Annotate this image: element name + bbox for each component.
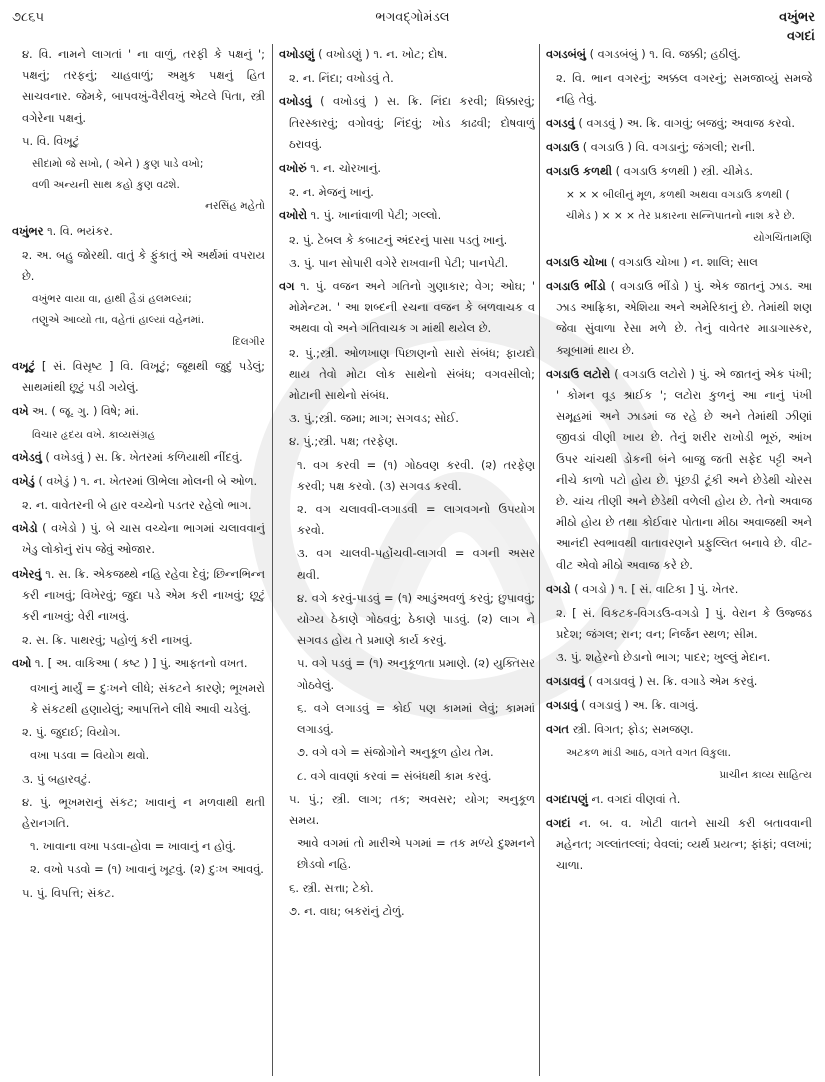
definition-text: વિચાર હૃદય વખે. કાવ્યસંગ્રહ: [32, 429, 156, 442]
definition-text: ૬. વગે લગાડવું = કોઈ પણ કામમાં લેવું; કામમાં લગાડવું.: [297, 700, 535, 737]
definition-text: ૩. પું. પાન સોપારી વગેરે રાખવાની પેટી; પાનપેટી.: [289, 255, 509, 270]
citation-quote: [12, 175, 265, 196]
column-3: [546, 44, 812, 1082]
definition-text: ( વગડો ) ૧. [ સં. વાટિકા ] પું. ખેતર.: [570, 581, 739, 596]
headword: વગડાવું: [546, 697, 578, 712]
idiom-usage: [12, 745, 265, 766]
entry-sense: [546, 603, 812, 645]
entry-sense: [279, 431, 535, 452]
definition-text: ( વખોડણું ) ૧. ન. ખોટ; દોષ.: [314, 47, 448, 61]
definition-text: વળી અન્યની સાથ કહો કુણ વઢશે.: [32, 179, 180, 192]
headword: વગડાઉ લટોરો: [546, 366, 611, 381]
definition-text: ૨. ન. વાવેતરની બે હાર વચ્ચેનો પડતર રહેલો ભાગ.: [22, 498, 252, 513]
entry-sense: [279, 408, 535, 429]
definition-text: ૬. સ્ત્રી. સત્તા; ટેકો.: [289, 880, 374, 895]
definition-text: ૨. પું.;સ્ત્રી. ઓળખાણ પિછાણનો સારો સંબંધ; ફાયદો થાય તેવો મોટા લોક સાથેનો સંબંધ; વગવસીલો; મોટાની સાથેનો સંબંધ.: [289, 345, 535, 403]
definition-text: ૧. સ. ક્રિ. એકજથ્થે નહિ રહેવા દેવું; છિન્નભિન્ન કરી નાખવું; વિખેરવું; જુદા પડે એમ કરી નાખવું; છૂટું કરી નાખવું; વેરી નાખવું.: [22, 566, 265, 624]
dictionary-entry: [546, 579, 812, 600]
dictionary-entry: [546, 695, 812, 716]
definition-text: ૧. ન. ચોરખાનું.: [306, 161, 381, 176]
citation-quote: [546, 743, 812, 764]
column-divider: [539, 44, 540, 1076]
definition-text: સ્ત્રી. વિગત; ફોડ; સમજણ.: [568, 722, 694, 737]
dictionary-entry: [546, 252, 812, 273]
headword: વગત: [546, 722, 569, 737]
definition-text: ૧. [ અ. વાકિઆ ( કષ્ટ ) ] પું. આફતનો વખત.: [31, 656, 248, 671]
definition-text: ૨. ન. મેજનું ખાનું.: [289, 185, 374, 200]
definition-text: ૩. પું.;સ્ત્રી. જમા; માગ; સગવડ; સોઈ.: [289, 411, 459, 426]
headword: વખેડો: [12, 521, 38, 536]
citation-source: [12, 196, 265, 217]
entry-sense: [12, 722, 265, 743]
page-number: ૭૮૬૫: [12, 10, 45, 25]
definition-text: વખુંભર વાયા વા, હાથી હૈડાં હલમલ્યાં;: [32, 293, 192, 306]
dictionary-entry: [12, 447, 265, 468]
dictionary-entry: [12, 221, 265, 242]
definition-text: ૨. ન. નિંદા; વખોડવું તે.: [289, 71, 394, 86]
definition-text: ન. વગદાં વીણવાં તે.: [587, 791, 681, 806]
guide-word-last: વગદાં: [786, 29, 815, 44]
idiom-usage: [279, 766, 535, 787]
dictionary-entry: [546, 789, 812, 810]
definition-text: ૫. વિ. વિખૂટું: [22, 133, 80, 148]
definition-text: ૨. સ. ક્રિ. પાથરવું; પહોળું કરી નાખવું.: [22, 633, 193, 648]
definition-text: × × × બીલીનું મૂળ, કળથી અથવા વગડાઉ કળથી ( ચીમેડ ) × × × તેર પ્રકારના સન્નિપાતનો નાશ કરે છે.: [566, 189, 796, 223]
column-2: [279, 44, 535, 1082]
entry-sense: [279, 182, 535, 203]
headword: વખે: [12, 404, 29, 419]
definition-text: પ્રાચીન કાવ્ય સાહિત્ય: [719, 768, 812, 781]
idiom-usage: [279, 698, 535, 740]
definition-text: ૨. વગ ચલાવવી-લગાડવી = લાગવગનો ઉપયોગ કરવો.: [297, 502, 535, 538]
definition-text: ૨. વખો પડવો = (૧) ખાવાનું ખૂટવું. (૨) દુઃખ આવવું.: [30, 862, 264, 877]
definition-text: ૧. વગ કરવી = (૧) ગોઠવણ કરવી. (૨) તરફેણ કરવી; પક્ષ કરવો. (૩) સગવડ કરવી.: [297, 457, 535, 493]
definition-text: ન. બ. વ. ખોટી વાતને સાચી કરી બતાવવાની મહેનત; ગલ્લાંતલ્લાં; વેવલાં; વ્યર્થ પ્રયત્ન; ફાંફાં; વલખાં; ચાળા.: [556, 815, 812, 873]
definition-text: ૪. પું.;સ્ત્રી. પક્ષ; તરફેણ.: [289, 434, 399, 449]
definition-text: અટકળ માંડી આઠ, વગતે વગત વિકુલા.: [566, 747, 732, 760]
dictionary-entry: [12, 564, 265, 628]
definition-text: ૫. પું. વિપત્તિ; સંકટ.: [22, 885, 115, 900]
citation-source: [546, 228, 812, 249]
entry-sense: [279, 68, 535, 89]
headword: વખોડવું: [279, 94, 312, 109]
idiom-usage: [12, 859, 265, 880]
definition-text: ૮. વગે વાવણાં કરવાં = સંબંધથી કામ કરવું.: [297, 768, 492, 783]
definition-text: ( વખેડું ) ૧. ન. ખેતરમાં ઊભેલા મોલની બે ઓળ.: [34, 473, 258, 488]
entry-sense: [279, 901, 535, 922]
entry-sense: [12, 131, 265, 152]
idiom-usage: [279, 588, 535, 652]
dictionary-entry: [546, 719, 812, 740]
headword: વગદાં: [546, 815, 571, 830]
dictionary-entry: [279, 276, 535, 340]
headword: વખોડણું: [279, 47, 315, 61]
definition-text: વખા પડવા = વિયોગ થવો.: [30, 748, 150, 763]
entry-sense: [12, 245, 265, 287]
dictionary-entry: [279, 205, 535, 226]
headword: વગડવું: [546, 115, 575, 130]
definition-text: વખાનું માર્યું = દુઃખને લીધે; સંકટને કારણે; ભૂખમરો કે સંકટથી હણાયેલું; આપત્તિને લીધે આવી ચડેલું.: [30, 680, 265, 716]
definition-text: ૨. પું. જુદાઈ; વિયોગ.: [22, 725, 121, 740]
definition-text: સીદામો જે સખો, ( એને ) કુણ પાડે વખો;: [32, 158, 204, 171]
headword: વગ: [279, 279, 295, 294]
headword: વખેરવું: [12, 566, 42, 581]
definition-text: ( વગડાઉ ચોખા ) ન. શાલિ; સાલ: [607, 254, 758, 269]
definition-text: ૪. વિ. નામને લાગતાં ' ના વાળું, તરફી કે પક્ષનું '; પક્ષનું; તરફનું; ચાહવાળું; અમુક પક્ષનું હિત સાચવનાર. જેમકે, બાપવખું-વૈરીવખું એટલે પિતા, સ્ત્રી વગેરેના પક્ષનું.: [22, 47, 265, 125]
headword: વખેડવું: [12, 449, 42, 464]
idiom-usage: [279, 742, 535, 763]
dictionary-entry: [546, 137, 812, 158]
entry-sense: [279, 789, 535, 831]
definition-text: અ. ( જૂ. ગુ. ) વિષે; માં.: [28, 404, 140, 419]
entry-sense: [12, 769, 265, 790]
headword: વગડાવવું: [546, 673, 585, 688]
definition-text: ( વગડાઉ ) વિ. વગડાનું; જંગલી; રાની.: [579, 139, 756, 154]
definition-text: ( વગડાવવું ) સ. ક્રિ. વગાડે એમ કરવું.: [584, 673, 758, 688]
dictionary-entry: [12, 356, 265, 398]
definition-text: ૧. પું. વજન અને ગતિનો ગુણાકાર; વેગ; ઓઘ; ' મોમેન્ટમ. ' આ શબ્દની રચના વજન કે બળવાચક વ અથવા વો અને ગતિવાચક ગ માંથી થયેલ છે.: [289, 279, 535, 336]
entry-sense: [12, 792, 265, 834]
idiom-usage: [279, 653, 535, 695]
definition-text: યોગચિંતામણિ: [753, 231, 812, 244]
citation-quote: [12, 154, 265, 175]
definition-text: નરસિંહ મહેતો: [205, 200, 265, 213]
definition-text: ૨. પું. ટેબલ કે કબાટનું અંદરનું પાસા પડતું ખાનું.: [289, 232, 508, 247]
dictionary-entry: [546, 671, 812, 692]
definition-text: ૨. અ. બહુ જોરથી. વાતું કે ફુંકાતું એ અર્થમાં વપરાય છે.: [22, 247, 265, 284]
idiom-usage: [12, 678, 265, 720]
definition-text: ૪. પું. ભૂખમરાનું સંકટ; ખાવાનું ન મળવાથી થતી હેરાનગતિ.: [22, 794, 265, 830]
definition-text: ૨. [ સં. વિકટક-વિગડઉ-વગડો ] પું. વેરાન કે ઉજ્જડ પ્રદેશ; જંગલ; રાન; વન; નિર્જન સ્થળ; સીમ.: [556, 606, 812, 642]
idiom-usage: [279, 543, 535, 585]
definition-text: ( વગડાઉ લટોરો ) પું. એ જાતનું એક પંખી; ' કોમન વૂડ શ્રાઈક '; લટોરા કુળનું આ નાનું પંખી સમૂહમાં અને ઝાડમાં જ રહે છે અને તેમાંથી ઝીણાં જીવડાં વીણી ખાય છે. તેનું શરીર રાખોડી ભૂરું, આંખ ઉપર ચાંચથી ડોકની બંને બાજુ જતી સફેદ પટ્ટી અને નીચે કાળો પટો હોય છે. પૂંછડી ટૂંકી અને છેડેથી ચોરસ છે. ચાંચ તીણી અને છેડેથી વળેલી હોય છે. તેનો અવાજ મીઠો હોય છે તથા કોઈવાર પોતાના મીઠા અવાજથી અને આનંદી સ્વભાવથી વાતાવરણને પ્રફુલ્લિત બનાવે છે. વીટ-વીટ એવો મીઠો અવાજ કરે છે.: [556, 366, 812, 572]
definition-text: ૩. પું બહારવટું.: [22, 771, 92, 786]
headword: વગડાઉ ભીંડો: [546, 279, 606, 294]
definition-text: ( વખેડો ) પું. બે ચાસ વચ્ચેના ભાગમાં ચલાવવાનું ખેડુ લોકોનું રાંપ જેવું ઓજાર.: [22, 521, 265, 557]
definition-text: ( વગડબંબું ) ૧. વિ. જક્કી; હઠીલું.: [585, 47, 741, 61]
definition-text: ૩. વગ ચાલવી-પહોંચવી-લાગવી = વગની અસર થવી.: [297, 546, 535, 582]
entry-sense: [546, 647, 812, 668]
idiom-usage: [279, 833, 535, 875]
definition-text: ( વગડાઉ કળથી ) સ્ત્રી. ચીમેડ.: [611, 164, 753, 179]
dictionary-entry: [12, 518, 265, 560]
headword: વગડાઉ ચોખા: [546, 254, 608, 269]
column-1: [12, 44, 265, 1082]
entry-sense: [12, 883, 265, 904]
citation-quote: [546, 185, 812, 227]
dictionary-entry: [12, 401, 265, 422]
citation-source: [12, 332, 265, 353]
entry-sense: [279, 253, 535, 274]
headword: વગડાઉ કળથી: [546, 164, 612, 179]
entry-sense: [12, 630, 265, 651]
book-title: ભગવદ્ગોમંડલ: [375, 10, 450, 25]
guide-words: [779, 8, 815, 46]
definition-text: ( વખોડવું ) સ. ક્રિ. નિંદા કરવી; ધિક્કારવું; તિરસ્કારવું; વગોવવું; નિંદવું; ખોડ કાઢવી; દોષવાળું ઠરાવવું.: [289, 94, 535, 151]
page-header: [0, 0, 825, 44]
headword: વખો: [12, 656, 32, 671]
dictionary-entry: [279, 158, 535, 179]
headword: વગડો: [546, 581, 571, 596]
headword: વગડબંબું: [546, 47, 586, 61]
definition-text: ૫. પું.; સ્ત્રી. લાગ; તક; અવસર; યોગ; અનુકૂળ સમય.: [289, 791, 535, 827]
citation-quote: [12, 425, 265, 446]
definition-text: ( વગડાવું ) અ. ક્રિ. વાગવું.: [577, 697, 699, 712]
idiom-usage: [279, 499, 535, 541]
idiom-usage: [279, 455, 535, 497]
dictionary-entry: [546, 364, 812, 576]
headword: વગડાઉ: [546, 139, 580, 154]
dictionary-entry: [546, 44, 812, 65]
definition-text: દિલગીર: [232, 335, 265, 348]
citation-source: [546, 765, 812, 786]
headword: વગદાપણું: [546, 791, 588, 806]
dictionary-entry: [279, 91, 535, 155]
definition-text: ૭. ન. વાઘ; બકરાંનું ટોળું.: [289, 903, 405, 918]
definition-text: ( વખેડવું ) સ. ક્રિ. ખેતરમાં કળિયાથી નીંદવું.: [41, 449, 243, 464]
entry-sense: [279, 230, 535, 251]
dictionary-entry: [12, 471, 265, 492]
column-divider: [272, 44, 273, 1076]
definition-text: ૧. ખાવાના વખા પડવા-હોવા = ખાવાનું ન હોવું.: [30, 839, 236, 854]
entry-sense: [279, 878, 535, 899]
headword: વખુંભર: [12, 223, 44, 238]
definition-text: [ સં. વિસૃષ્ટ ] વિ. વિખૂટું; જૂથથી જુદું પડેલું; સાથમાંથી છૂટું પડી ગયેલું.: [22, 358, 265, 395]
guide-word-first: વખુંભર: [779, 10, 815, 25]
entry-sense: [12, 495, 265, 516]
definition-text: ( વગડાઉ ભીંડો ) પું. એક જાતનું ઝાડ. આ ઝાડ આફ્રિકા, એશિયા અને અમેરિકાનું છે. તેમાંથી શણ જેવા સુંવાળા રેસા મળે છે. તેનું વાવેતર માડાગાસ્કર, ક્યૂબામાં થાય છે.: [556, 279, 812, 357]
definition-text: આવે વગમાં તો મારીએ પગમાં = તક મળ્યે દુશ્મનને છોડવો નહિ.: [297, 836, 535, 872]
definition-text: ( વગડવું ) અ. ક્રિ. વાગવું; બજવું; અવાજ કરવો.: [574, 115, 796, 130]
dictionary-entry: [546, 161, 812, 182]
dictionary-entry: [546, 276, 812, 361]
entry-sense: [546, 68, 812, 110]
entry-sense: [12, 44, 265, 129]
headword: વખૂટું: [12, 358, 36, 373]
idiom-usage: [12, 836, 265, 857]
definition-text: ૨. વિ. ભાન વગરનું; અક્કલ વગરનું; સમજાવ્યું સમજે નહિ તેવું.: [556, 71, 812, 107]
dictionary-entry: [12, 653, 265, 674]
definition-text: ૭. વગે વગે = સંજોગોને અનુકૂળ હોય તેમ.: [297, 745, 494, 760]
definition-text: ૪. વગે કરવું-પાડવું = (૧) આડુંઅવળું કરવું; છુપાવવું; યોગ્ય ઠેકાણે ગોઠવવું; ઠેકાણે પાડવું. (૨) લાગ ને સગવડ હોય તે પ્રમાણે કાર્ય કરવું.: [297, 590, 535, 648]
dictionary-entry: [546, 113, 812, 134]
definition-text: તણુએ આવ્યો તા, વહેતાં હાલ્યાં વહેનમાં.: [32, 314, 205, 327]
headword: વખેડું: [12, 473, 35, 488]
citation-quote: [12, 289, 265, 310]
definition-text: ૧. વિ. ભયંકર.: [43, 223, 113, 238]
dictionary-entry: [546, 813, 812, 877]
definition-text: ૫. વગે પડવું = (૧) અનુકૂળતા પ્રમાણે. (૨) યુક્તિસર ગોઠવેલું.: [297, 656, 535, 692]
definition-text: ૧. પું. ખાનાંવાળી પેટી; ગલ્લો.: [307, 208, 442, 223]
headword: વખોરું: [279, 161, 307, 176]
dictionary-entry: [279, 44, 535, 65]
citation-quote: [12, 310, 265, 331]
entry-sense: [279, 343, 535, 407]
headword: વખોરો: [279, 208, 308, 223]
definition-text: ૩. પું. શહેરનો છેડાનો ભાગ; પાદર; ખુલ્લું મેદાન.: [556, 650, 771, 665]
